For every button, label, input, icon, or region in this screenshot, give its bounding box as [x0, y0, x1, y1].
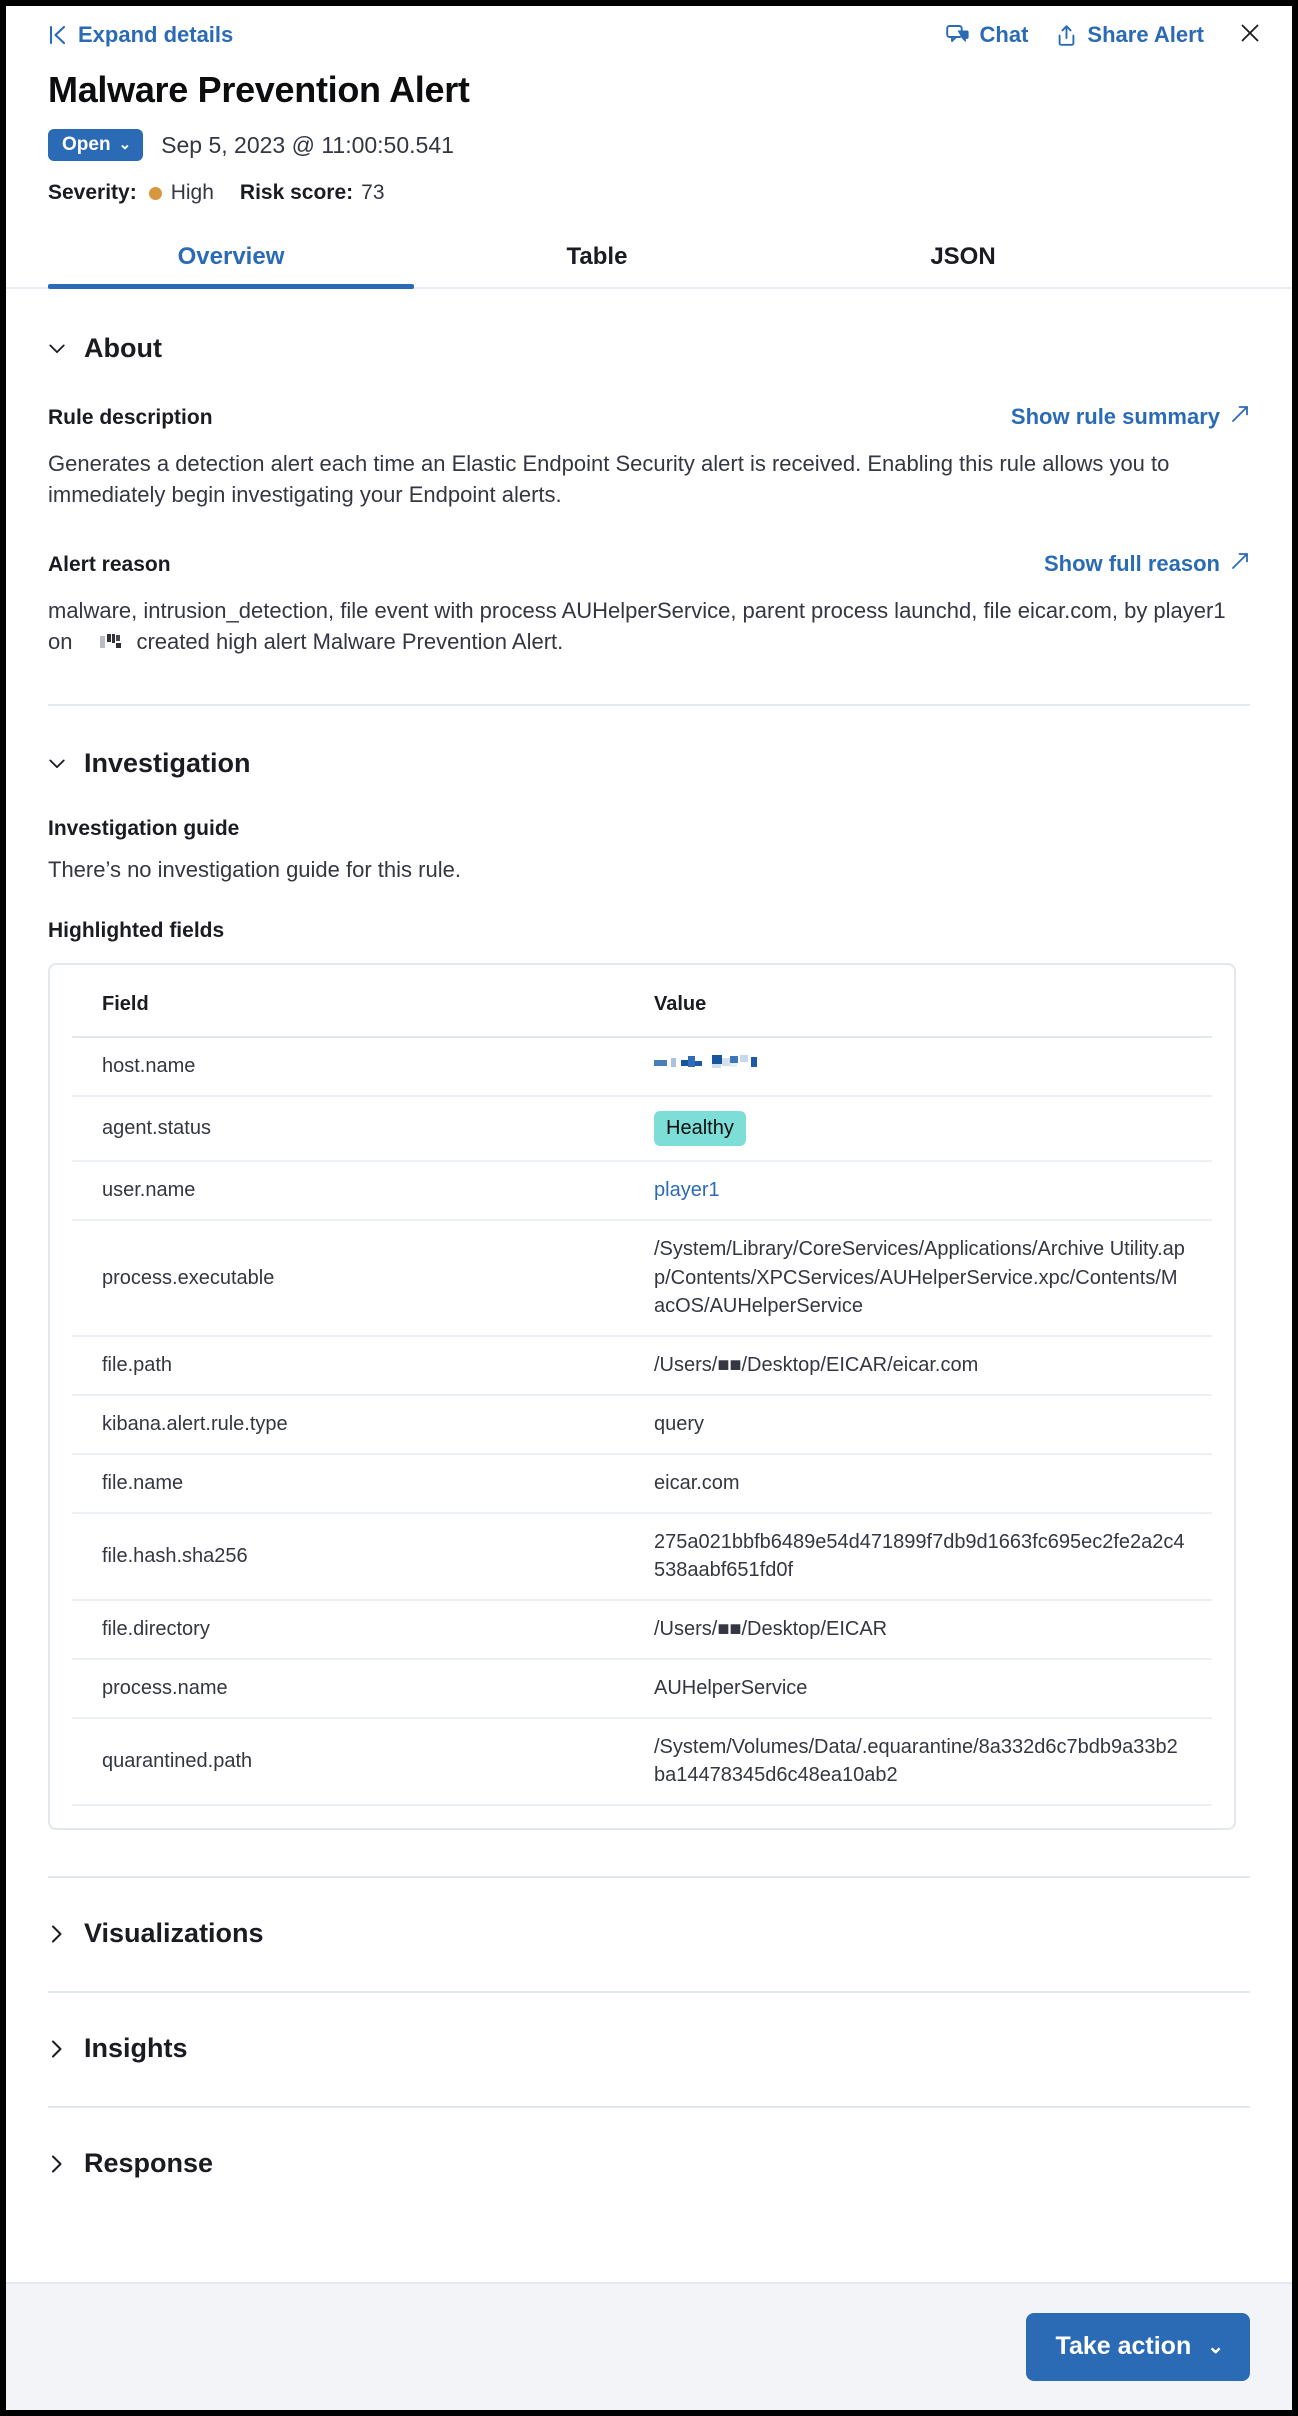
alert-status-dropdown[interactable]: [48, 129, 143, 161]
visualizations-section: [48, 1876, 1250, 1991]
collapse-left-icon: [48, 24, 68, 46]
alert-details-flyout: [6, 6, 1292, 2410]
expand-details-label: Expand details: [78, 22, 234, 47]
investigation-guide-text: There’s no investigation guide for this rule.: [48, 857, 461, 883]
table-body: [72, 1037, 1212, 1805]
insights-section: [48, 1991, 1250, 2106]
user-name-link[interactable]: player1: [654, 1178, 720, 1201]
share-icon: [1056, 24, 1077, 47]
redacted-hostname: [654, 1055, 766, 1077]
toolbar-right-group: [946, 17, 1268, 53]
field-value: [632, 1096, 1212, 1161]
field-name: host.name: [72, 1037, 632, 1096]
table-row: [72, 1161, 1212, 1220]
alert-header: [6, 64, 1292, 205]
about-section-header[interactable]: [48, 333, 1250, 364]
table-row: [72, 1037, 1212, 1096]
field-name: kibana.alert.rule.type: [72, 1395, 632, 1454]
field-value-text: /Users/■■/Desktop/EICAR/eicar.com: [654, 1354, 979, 1377]
severity-dot-icon: [149, 187, 162, 200]
share-alert-button[interactable]: [1056, 22, 1204, 48]
field-value: [632, 1037, 1212, 1096]
field-value: [632, 1220, 1212, 1336]
table-row: [72, 1220, 1212, 1336]
severity-label: Severity:: [48, 181, 137, 205]
investigation-section: [48, 706, 1250, 1830]
take-action-label: Take action: [1055, 2332, 1192, 2360]
table-row: [72, 1454, 1212, 1513]
field-value-text: 275a021bbfb6489e54d471899f7db9d1663fc695ec2fe2a2c4538aabf651fd0f: [654, 1530, 1185, 1582]
close-icon[interactable]: [1232, 17, 1268, 53]
show-rule-summary-label: Show rule summary: [1010, 404, 1220, 430]
field-value-text: /Users/■■/Desktop/EICAR: [654, 1618, 888, 1641]
about-title: About: [84, 333, 162, 364]
response-section-header[interactable]: [48, 2148, 1250, 2179]
risk-score-label: Risk score:: [239, 181, 354, 205]
rule-description-text: Generates a detection alert each time an Elastic Endpoint Security alert is received. Enabling this rule allows you to immediately begin investigating your Endpoint alerts.: [48, 451, 1170, 508]
take-action-button[interactable]: [1026, 2313, 1250, 2381]
redacted-hostname: [76, 629, 132, 660]
rule-description-label: Rule description: [48, 406, 213, 430]
alert-reason-text: [48, 595, 1228, 660]
field-value: [632, 1454, 1212, 1513]
table-row: [72, 1336, 1212, 1395]
field-name: file.path: [72, 1336, 632, 1395]
field-value: [632, 1513, 1212, 1601]
tab-overview[interactable]: [48, 231, 414, 287]
visualizations-section-header[interactable]: [48, 1918, 1250, 1949]
chevron-down-icon: ⌄: [118, 136, 132, 154]
table-row: [72, 1600, 1212, 1659]
show-full-reason-button[interactable]: [1044, 551, 1250, 577]
tab-table-label: Table: [566, 243, 628, 271]
chat-icon: [946, 24, 970, 46]
external-link-icon: [1230, 551, 1250, 577]
alert-reason-label: Alert reason: [48, 552, 171, 576]
severity-value: High: [170, 181, 214, 205]
field-name: file.hash.sha256: [72, 1513, 632, 1601]
field-name: file.name: [72, 1454, 632, 1513]
status-row: [48, 129, 1250, 161]
field-name: process.executable: [72, 1220, 632, 1336]
tab-bar: [6, 231, 1292, 289]
field-name: user.name: [72, 1161, 632, 1220]
field-value: [632, 1161, 1212, 1220]
alert-timestamp: Sep 5, 2023 @ 11:00:50.541: [161, 131, 454, 158]
alert-reason-part1: malware, intrusion_detection, file event with process AUHelperService, parent process launchd, file eicar.com, by player1 on: [48, 597, 1226, 654]
visualizations-title: Visualizations: [84, 1918, 264, 1949]
chevron-down-icon: [48, 757, 66, 771]
risk-score-value: 73: [361, 181, 385, 205]
field-name: quarantined.path: [72, 1718, 632, 1806]
expand-details-button[interactable]: [48, 22, 233, 48]
field-value-text: query: [654, 1412, 705, 1435]
status-badge: Healthy: [654, 1111, 746, 1146]
severity-risk-row: [48, 181, 1250, 205]
investigation-title: Investigation: [84, 748, 251, 779]
chat-label: Chat: [979, 22, 1029, 47]
chevron-down-icon: [48, 342, 66, 356]
field-value-text: /System/Volumes/Data/.equarantine/8a332d6c7bdb9a33b2ba14478345d6c48ea10ab2: [654, 1735, 1178, 1787]
field-value: [632, 1395, 1212, 1454]
about-section: [48, 289, 1250, 706]
toolbar-left-group: [48, 22, 233, 48]
chevron-right-icon: [48, 2039, 66, 2059]
alert-reason-part2: created high alert Malware Prevention Alert.: [136, 628, 564, 654]
investigation-guide-label: Investigation guide: [48, 817, 240, 841]
field-name: agent.status: [72, 1096, 632, 1161]
table-row: [72, 1513, 1212, 1601]
column-header-value: Value: [632, 965, 1212, 1037]
field-name: process.name: [72, 1659, 632, 1718]
field-value: [632, 1600, 1212, 1659]
rule-description-header: [48, 404, 1250, 430]
page-title: Malware Prevention Alert: [48, 69, 470, 110]
show-rule-summary-button[interactable]: [1011, 404, 1250, 430]
field-value-text: /System/Library/CoreServices/Applications/Archive Utility.app/Contents/XPCServices/AUHelperService.xpc/Contents/MacOS/AUHelperService: [654, 1237, 1185, 1318]
field-value: [632, 1659, 1212, 1718]
highlighted-fields-label: Highlighted fields: [48, 919, 225, 943]
show-full-reason-label: Show full reason: [1043, 550, 1220, 576]
field-name: file.directory: [72, 1600, 632, 1659]
tab-json-label: JSON: [930, 243, 996, 271]
table-row: [72, 1659, 1212, 1718]
insights-title: Insights: [84, 2033, 188, 2064]
highlighted-fields-table: [48, 963, 1236, 1830]
field-value-text: AUHelperService: [654, 1676, 808, 1699]
overview-panel: [6, 289, 1292, 2282]
share-alert-label: Share Alert: [1087, 22, 1204, 47]
tab-table[interactable]: [414, 231, 780, 287]
alert-reason-header: [48, 551, 1250, 577]
response-title: Response: [84, 2148, 214, 2179]
chevron-right-icon: [48, 1924, 66, 1944]
chevron-down-icon: ⌄: [1207, 2336, 1224, 2358]
table-row: [72, 1096, 1212, 1161]
table-row: [72, 1395, 1212, 1454]
column-header-field: Field: [72, 965, 632, 1037]
flyout-footer: [6, 2282, 1292, 2410]
flyout-toolbar: [6, 6, 1292, 64]
external-link-icon: [1230, 404, 1250, 430]
alert-status-label: Open: [62, 134, 111, 156]
table-header-row: [72, 965, 1212, 1037]
tab-overview-label: Overview: [177, 243, 285, 271]
field-value: [632, 1336, 1212, 1395]
insights-section-header[interactable]: [48, 2033, 1250, 2064]
tab-json[interactable]: [780, 231, 1146, 287]
field-value-text: eicar.com: [654, 1471, 740, 1494]
table-row: [72, 1718, 1212, 1806]
chevron-right-icon: [48, 2154, 66, 2174]
investigation-section-header[interactable]: [48, 748, 1250, 779]
response-section: [48, 2106, 1250, 2221]
field-value: [632, 1718, 1212, 1806]
chat-button[interactable]: [946, 22, 1029, 48]
